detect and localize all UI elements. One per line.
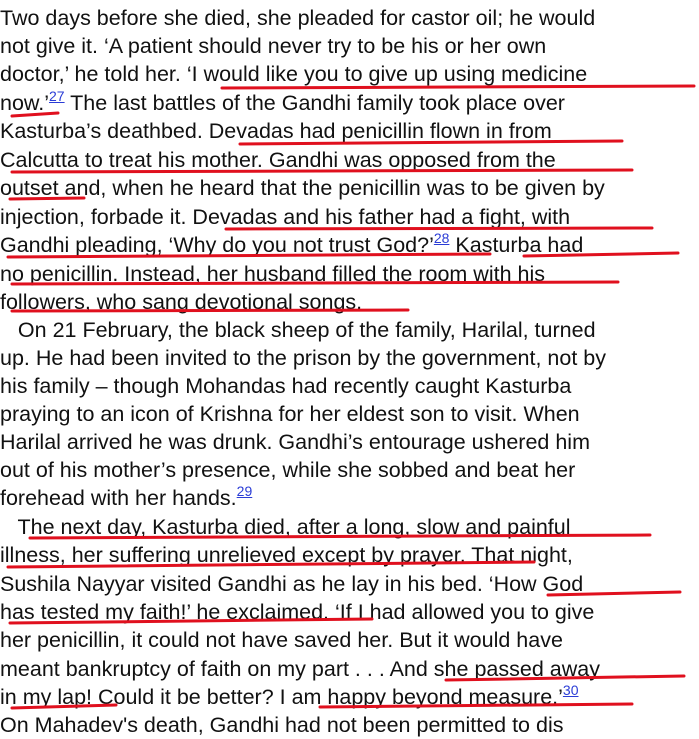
text-line-24: meant bankruptcy of faith on my part . . . And she passed away bbox=[0, 657, 600, 681]
underline-12 bbox=[8, 562, 534, 567]
underline-8 bbox=[524, 253, 678, 256]
text-line-1: Two days before she died, she pleaded for castor oil; he would bbox=[0, 6, 596, 30]
text-line-17: out of his mother’s presence, while she sobbed and beat her bbox=[0, 458, 576, 482]
text-line-16: Harilal arrived he was drunk. Gandhi’s entourage ushered him bbox=[0, 430, 590, 454]
text-line-8: injection, forbade it. Devadas and his father had a fight, with bbox=[0, 205, 571, 229]
text-line-23: her penicillin, it could not have saved her. But it would have bbox=[0, 628, 563, 652]
underline-16 bbox=[12, 705, 116, 708]
text-line-12: On 21 February, the black sheep of the family, Harilal, turned bbox=[0, 318, 596, 342]
underline-5 bbox=[10, 198, 84, 199]
text-line-7: outset and, when he heard that the penicillin was to be given by bbox=[0, 176, 605, 200]
text-line-13: up. He had been invited to the prison by the government, not by bbox=[0, 346, 606, 370]
text-line-9: Gandhi pleading, ‘Why do you not trust God?’$^{28}$ Kasturba had bbox=[0, 230, 584, 257]
underline-3 bbox=[240, 141, 622, 144]
footnote-link-28[interactable]: 28 bbox=[433, 230, 450, 246]
underline-11 bbox=[30, 535, 650, 538]
underline-10 bbox=[12, 310, 408, 311]
underline-15 bbox=[446, 676, 684, 680]
underline-17 bbox=[320, 704, 632, 707]
text-line-10: no penicillin. Instead, her husband filled the room with his bbox=[0, 262, 545, 286]
footnote-link-30[interactable]: 30 bbox=[562, 682, 579, 698]
text-line-14: his family – though Mohandas had recently caught Kasturba bbox=[0, 374, 572, 398]
underline-13 bbox=[548, 592, 680, 595]
text-line-15: praying to an icon of Krishna for her eldest son to visit. When bbox=[0, 402, 580, 426]
underline-2 bbox=[12, 113, 58, 116]
underline-4 bbox=[12, 170, 632, 172]
text-line-26: On Mahadev's death, Gandhi had not been permitted to dis bbox=[0, 713, 564, 737]
underline-14 bbox=[10, 619, 372, 623]
underline-9 bbox=[12, 282, 618, 284]
text-line-6: Calcutta to treat his mother. Gandhi was opposed from the bbox=[0, 148, 556, 172]
text-line-25: in my lap! Could it be better? I am happy beyond measure.’$^{30}$ bbox=[0, 682, 579, 709]
text-line-3: doctor,’ he told her. ‘I would like you to give up using medicine bbox=[0, 62, 588, 86]
underline-6 bbox=[226, 228, 652, 229]
text-line-20: illness, her suffering unrelieved except by prayer. That night, bbox=[0, 543, 573, 567]
underline-7 bbox=[8, 254, 490, 257]
text-line-4: now.’$^{27}$ The last battles of the Gandhi family took place over bbox=[0, 88, 565, 115]
footnote-link-29[interactable]: 29 bbox=[236, 483, 253, 499]
text-line-21: Sushila Nayyar visited Gandhi as he lay in his bed. ‘How God bbox=[0, 572, 584, 596]
text-line-2: not give it. ‘A patient should never try to be his or her own bbox=[0, 34, 547, 58]
underline-1 bbox=[222, 86, 694, 88]
text-line-11: followers, who sang devotional songs. bbox=[0, 290, 363, 314]
text-line-22: has tested my faith!’ he exclaimed. ‘If I had allowed you to give bbox=[0, 600, 595, 624]
text-line-19: The next day, Kasturba died, after a long, slow and painful bbox=[0, 515, 571, 539]
text-line-5: Kasturba’s deathbed. Devadas had penicillin flown in from bbox=[0, 119, 552, 143]
text-line-18: forehead with her hands.$^{29}$ bbox=[0, 483, 253, 510]
footnote-link-27[interactable]: 27 bbox=[49, 88, 65, 104]
